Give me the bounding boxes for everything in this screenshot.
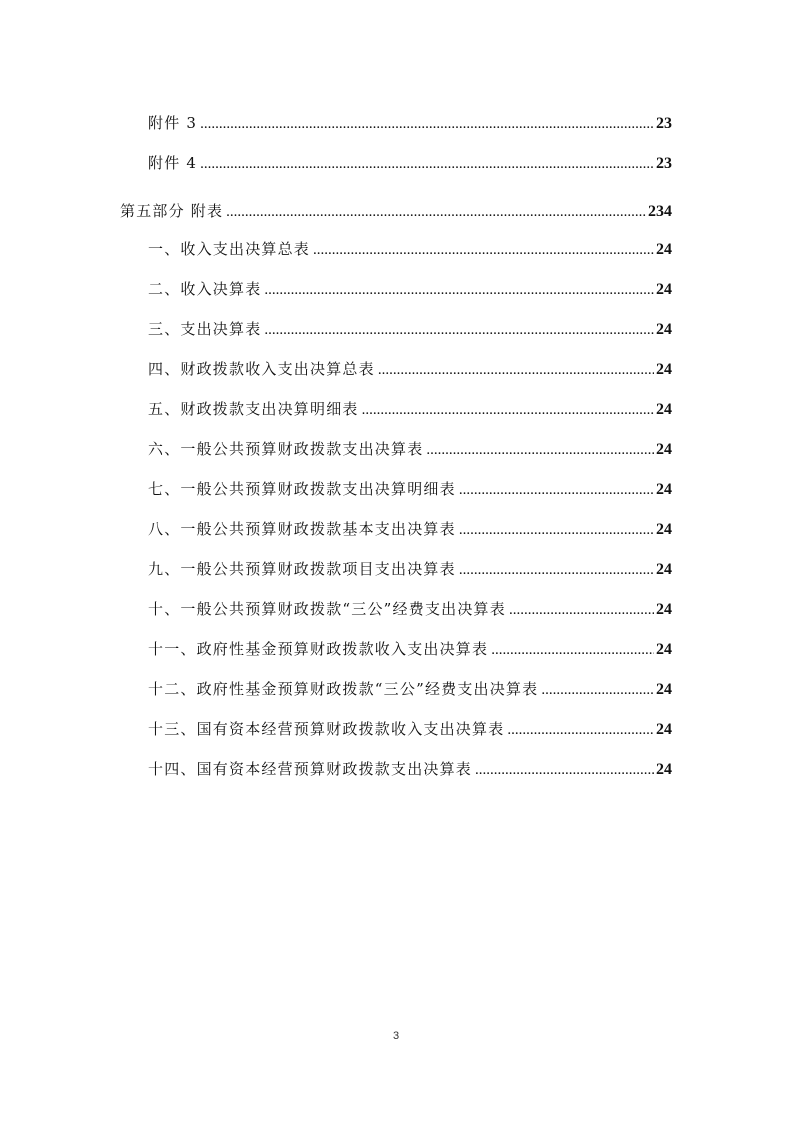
toc-dot-leader — [491, 638, 654, 662]
toc-entry-page: 24 — [656, 361, 672, 378]
toc-dot-leader — [200, 112, 654, 136]
toc-dot-leader — [509, 598, 654, 622]
toc-entry-table-9[interactable] — [148, 557, 672, 581]
toc-entry-page: 234 — [648, 203, 672, 220]
toc-entry-page: 23 — [656, 155, 672, 172]
toc-entry-page: 24 — [656, 321, 672, 338]
toc-entry-part-five[interactable] — [120, 199, 672, 223]
toc-entry-label: 四、财政拨款收入支出决算总表 — [148, 360, 375, 378]
toc-dot-leader — [459, 478, 654, 502]
toc-entry-label: 七、一般公共预算财政拨款支出决算明细表 — [148, 480, 456, 498]
toc-entry-page: 24 — [656, 561, 672, 578]
toc-entry-label: 附件 3 — [148, 114, 198, 132]
toc-dot-leader — [226, 200, 646, 224]
toc-entry-label: 十一、政府性基金预算财政拨款收入支出决算表 — [148, 640, 489, 658]
toc-entry-label: 九、一般公共预算财政拨款项目支出决算表 — [148, 560, 456, 578]
toc-entry-label: 十四、国有资本经营预算财政拨款支出决算表 — [148, 760, 473, 778]
toc-dot-leader — [475, 758, 654, 782]
toc-entry-table-6[interactable] — [148, 437, 672, 461]
toc-dot-leader — [541, 678, 654, 702]
toc-entry-label: 十、一般公共预算财政拨款“三公”经费支出决算表 — [148, 600, 506, 618]
toc-entry-page: 24 — [656, 641, 672, 658]
toc-entry-table-12[interactable] — [148, 677, 672, 701]
toc-entry-table-3[interactable] — [148, 317, 672, 341]
toc-entry-label: 二、收入决算表 — [148, 280, 262, 298]
toc-entry-label: 六、一般公共预算财政拨款支出决算表 — [148, 440, 424, 458]
toc-entry-page: 24 — [656, 601, 672, 618]
toc-entry-page: 24 — [656, 281, 672, 298]
toc-entry-table-10[interactable] — [148, 597, 672, 621]
toc-entry-page: 24 — [656, 241, 672, 258]
toc-entry-label: 八、一般公共预算财政拨款基本支出决算表 — [148, 520, 456, 538]
toc-entry-table-11[interactable] — [148, 637, 672, 661]
toc-entry-label: 附件 4 — [148, 154, 198, 172]
toc-entry-table-5[interactable] — [148, 397, 672, 421]
toc-entry-attachment-4[interactable] — [148, 151, 672, 175]
toc-dot-leader — [313, 238, 654, 262]
toc-dot-leader — [378, 358, 654, 382]
toc-dot-leader — [264, 278, 654, 302]
toc-entry-label: 五、财政拨款支出决算明细表 — [148, 400, 359, 418]
toc-entry-table-13[interactable] — [148, 717, 672, 741]
toc-entry-page: 23 — [656, 115, 672, 132]
toc-entry-page: 24 — [656, 521, 672, 538]
toc-entry-table-4[interactable] — [148, 357, 672, 381]
toc-dot-leader — [362, 398, 654, 422]
toc-dot-leader — [264, 318, 654, 342]
toc-entry-page: 24 — [656, 481, 672, 498]
toc-entry-label: 十二、政府性基金预算财政拨款“三公”经费支出决算表 — [148, 680, 539, 698]
toc-entry-table-2[interactable] — [148, 277, 672, 301]
toc-dot-leader — [459, 558, 654, 582]
toc-entry-table-8[interactable] — [148, 517, 672, 541]
toc-entry-table-7[interactable] — [148, 477, 672, 501]
toc-entry-attachment-3[interactable] — [148, 111, 672, 135]
toc-dot-leader — [507, 718, 654, 742]
toc-entry-label: 三、支出决算表 — [148, 320, 262, 338]
toc-entry-label: 第五部分 附表 — [120, 202, 224, 220]
toc-dot-leader — [200, 152, 654, 176]
toc-entry-page: 24 — [656, 401, 672, 418]
toc-entry-label: 一、收入支出决算总表 — [148, 240, 311, 258]
page-number: 3 — [392, 1030, 400, 1042]
toc-entry-table-14[interactable] — [148, 757, 672, 781]
toc-entry-page: 24 — [656, 761, 672, 778]
toc-dot-leader — [426, 438, 654, 462]
toc-entry-page: 24 — [656, 681, 672, 698]
toc-entry-page: 24 — [656, 721, 672, 738]
toc-entry-label: 十三、国有资本经营预算财政拨款收入支出决算表 — [148, 720, 505, 738]
toc-entry-table-1[interactable] — [148, 237, 672, 261]
toc-entry-page: 24 — [656, 441, 672, 458]
toc-dot-leader — [459, 518, 654, 542]
